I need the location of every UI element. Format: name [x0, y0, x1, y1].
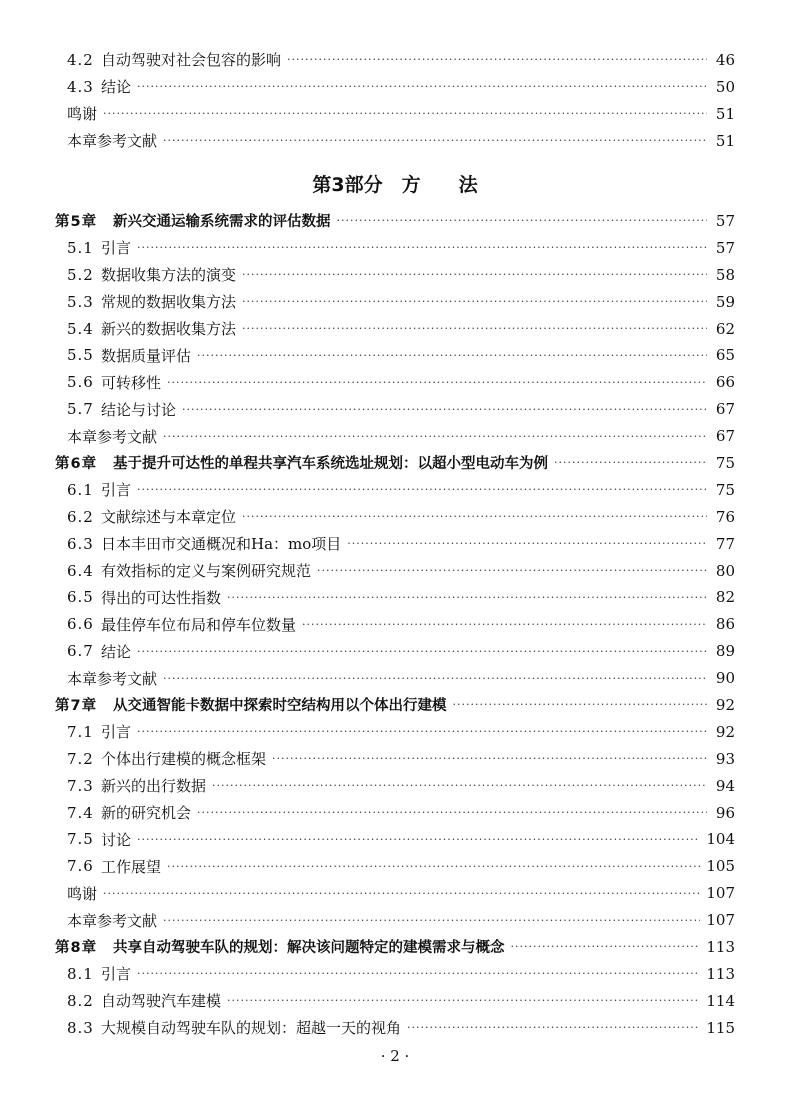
entry-title: 结论与讨论: [101, 400, 177, 419]
entry-number: 6.4: [67, 561, 94, 580]
entry-page: 107: [706, 911, 735, 930]
entry-title: 最佳停车位布局和停车位数量: [101, 615, 297, 634]
entry-page: 92: [715, 695, 735, 714]
entry-page: 62: [715, 319, 735, 338]
entry-number: 7.5: [67, 830, 94, 849]
dot-leader: [242, 510, 707, 523]
entry-page: 57: [715, 211, 735, 230]
entry-title: 引言: [101, 239, 132, 258]
dot-leader: [511, 940, 701, 953]
toc-entry[interactable]: [55, 288, 735, 315]
entry-title: 有效指标的定义与案例研究规范: [101, 562, 312, 581]
entry-number: 第5章: [55, 214, 98, 231]
entry-title: 自动驾驶汽车建模: [101, 992, 222, 1011]
dot-leader: [212, 779, 707, 792]
entry-number: 6.3: [67, 534, 94, 553]
entry-title: 讨论: [101, 830, 132, 849]
entry-number: 6.6: [67, 615, 94, 634]
entry-page: 46: [715, 50, 735, 69]
toc-entry[interactable]: [55, 476, 735, 503]
toc-entry[interactable]: [55, 369, 735, 396]
toc-entry[interactable]: [55, 530, 735, 557]
entry-number: 7.6: [67, 857, 94, 876]
dot-leader: [137, 833, 700, 846]
entry-number: 4.3: [67, 77, 94, 96]
entry-page: 113: [706, 964, 735, 983]
dot-leader: [137, 967, 700, 980]
entry-page: 105: [706, 857, 735, 876]
entry-number: 5.6: [67, 373, 94, 392]
entry-number: 8.2: [67, 991, 94, 1010]
entry-title: 新的研究机会: [101, 804, 192, 823]
entry-page: 115: [706, 1018, 735, 1037]
dot-leader: [163, 430, 707, 443]
entry-number: 5.4: [67, 319, 94, 338]
entry-title: 常规的数据收集方法: [101, 293, 237, 312]
toc-entry[interactable]: [55, 638, 735, 665]
toc-entry[interactable]: [55, 745, 735, 772]
entry-page: 59: [715, 292, 735, 311]
entry-page: 50: [715, 77, 735, 96]
entry-title: 本章参考文献: [67, 669, 158, 688]
entry-number: 第6章: [55, 456, 98, 473]
entry-title: 大规模自动驾驶车队的规划：超越一天的视角: [101, 1019, 402, 1038]
toc-entry[interactable]: [55, 584, 735, 611]
toc-entry[interactable]: [55, 880, 735, 907]
entry-number: 5.2: [67, 265, 94, 284]
dot-leader: [137, 725, 707, 738]
entry-number: 7.3: [67, 776, 94, 795]
entry-title: 个体出行建模的概念框架: [101, 750, 267, 769]
entry-number: 5.7: [67, 400, 94, 419]
dot-leader: [242, 268, 707, 281]
entry-page: 75: [715, 480, 735, 499]
entry-title: 新兴交通运输系统需求的评估数据: [113, 214, 331, 231]
toc-entry[interactable]: [55, 772, 735, 799]
toc-entry[interactable]: [55, 342, 735, 369]
toc-entry[interactable]: [55, 396, 735, 423]
toc-entry[interactable]: [55, 960, 735, 987]
entry-title: 结论: [101, 78, 132, 97]
toc-entry[interactable]: [55, 423, 735, 450]
entry-page: 51: [715, 104, 735, 123]
entry-page: 107: [706, 884, 735, 903]
entry-page: 94: [715, 776, 735, 795]
dot-leader: [242, 322, 707, 335]
entry-page: 51: [715, 131, 735, 150]
entry-page: 58: [715, 265, 735, 284]
entry-page: 80: [715, 561, 735, 580]
toc-entry[interactable]: [55, 853, 735, 880]
entry-title: 结论: [101, 642, 132, 661]
toc-chapter-entry[interactable]: [55, 208, 735, 235]
toc-entry[interactable]: [55, 234, 735, 261]
entry-number: 6.2: [67, 507, 94, 526]
entry-page: 76: [715, 507, 735, 526]
entry-page: 66: [715, 373, 735, 392]
entry-title: 工作展望: [101, 857, 162, 876]
dot-leader: [347, 537, 707, 550]
toc-entry[interactable]: [55, 907, 735, 934]
dot-leader: [137, 241, 707, 254]
dot-leader: [453, 698, 708, 711]
entry-page: 86: [715, 615, 735, 634]
dot-leader: [227, 994, 700, 1007]
entry-title: 引言: [101, 723, 132, 742]
dot-leader: [167, 376, 707, 389]
entry-page: 104: [706, 830, 735, 849]
entry-page: 113: [706, 937, 735, 956]
dot-leader: [163, 134, 707, 147]
entry-page: 96: [715, 803, 735, 822]
entry-title: 基于提升可达性的单程共享汽车系统选址规划：以超小型电动车为例: [113, 456, 548, 473]
dot-leader: [197, 806, 707, 819]
toc-entry[interactable]: [55, 1014, 735, 1041]
dot-leader: [137, 80, 707, 93]
toc-entry[interactable]: [55, 557, 735, 584]
entry-number: 8.3: [67, 1018, 94, 1037]
entry-page: 75: [715, 453, 735, 472]
entry-title: 引言: [101, 481, 132, 500]
dot-leader: [337, 214, 708, 227]
entry-number: 5.1: [67, 238, 94, 257]
toc-entry[interactable]: [55, 73, 735, 100]
dot-leader: [103, 887, 700, 900]
entry-page: 65: [715, 346, 735, 365]
entry-number: 5.3: [67, 292, 94, 311]
toc-entry[interactable]: [55, 665, 735, 692]
dot-leader: [197, 349, 707, 362]
entry-page: 67: [715, 427, 735, 446]
page-number: · 2 ·: [380, 1047, 410, 1065]
entry-number: 第8章: [55, 940, 98, 957]
entry-title: 新兴的数据收集方法: [101, 320, 237, 338]
dot-leader: [163, 672, 707, 685]
toc-entry[interactable]: [55, 315, 735, 342]
dot-leader: [103, 107, 707, 120]
entry-title: 本章参考文献: [67, 427, 158, 446]
dot-leader: [287, 53, 707, 66]
entry-title: 数据收集方法的演变: [101, 266, 237, 285]
entry-number: 5.5: [67, 346, 94, 365]
entry-title: 本章参考文献: [67, 132, 158, 151]
dot-leader: [137, 483, 707, 496]
entry-page: 89: [715, 642, 735, 661]
entry-title: 得出的可达性指数: [101, 588, 222, 607]
entry-number: 7.4: [67, 803, 94, 822]
entry-page: 90: [715, 669, 735, 688]
toc-chapter-entry[interactable]: [55, 934, 735, 961]
part-title: 第3部分 方 法: [312, 174, 478, 196]
entry-title: 从交通智能卡数据中探索时空结构用以个体出行建模: [113, 698, 447, 715]
entry-page: 92: [715, 722, 735, 741]
entry-page: 82: [715, 588, 735, 607]
entry-number: 6.7: [67, 642, 94, 661]
entry-title: 新兴的出行数据: [101, 777, 207, 796]
entry-number: 7.2: [67, 749, 94, 768]
toc-entry[interactable]: [55, 718, 735, 745]
toc-entry[interactable]: [55, 611, 735, 638]
entry-title: 文献综述与本章定位: [101, 508, 237, 527]
entry-title: 可转移性: [101, 373, 162, 392]
entry-title: 日本丰田市交通概况和Ha：mo项目: [101, 535, 342, 554]
entry-number: 6.5: [67, 588, 94, 607]
toc-entry[interactable]: [55, 503, 735, 530]
dot-leader: [163, 914, 700, 927]
dot-leader: [167, 860, 700, 873]
entry-title: 共享自动驾驶车队的规划：解决该问题特定的建模需求与概念: [113, 940, 505, 957]
dot-leader: [242, 295, 707, 308]
entry-title: 自动驾驶对社会包容的影响: [101, 51, 282, 70]
entry-title: 引言: [101, 965, 132, 984]
toc-main-block: [55, 208, 735, 1042]
toc-chapter-entry[interactable]: [55, 450, 735, 477]
toc-entry[interactable]: [55, 799, 735, 826]
entry-title: 鸣谢: [67, 884, 98, 903]
toc-entry[interactable]: [55, 826, 735, 853]
dot-leader: [317, 564, 707, 577]
entry-title: 鸣谢: [67, 105, 98, 124]
dot-leader: [407, 1021, 700, 1034]
toc-top-block: [55, 47, 735, 155]
entry-number: 4.2: [67, 50, 94, 69]
toc-entry[interactable]: [55, 47, 735, 74]
toc-entry[interactable]: [55, 261, 735, 288]
entry-page: 67: [715, 400, 735, 419]
entry-number: 第7章: [55, 698, 98, 715]
entry-page: 57: [715, 238, 735, 257]
dot-leader: [554, 456, 707, 469]
dot-leader: [227, 591, 707, 604]
toc-entry[interactable]: [55, 100, 735, 127]
entry-page: 77: [715, 534, 735, 553]
dot-leader: [137, 645, 707, 658]
entry-page: 114: [706, 991, 735, 1010]
dot-leader: [272, 752, 707, 765]
toc-entry[interactable]: [55, 987, 735, 1014]
dot-leader: [182, 403, 707, 416]
entry-title: 数据质量评估: [101, 346, 192, 365]
dot-leader: [302, 618, 707, 631]
entry-number: 8.1: [67, 964, 94, 983]
entry-number: 7.1: [67, 722, 94, 741]
entry-page: 93: [715, 749, 735, 768]
toc-entry[interactable]: [55, 127, 735, 154]
entry-number: 6.1: [67, 480, 94, 499]
toc-chapter-entry[interactable]: [55, 692, 735, 719]
entry-title: 本章参考文献: [67, 911, 158, 930]
